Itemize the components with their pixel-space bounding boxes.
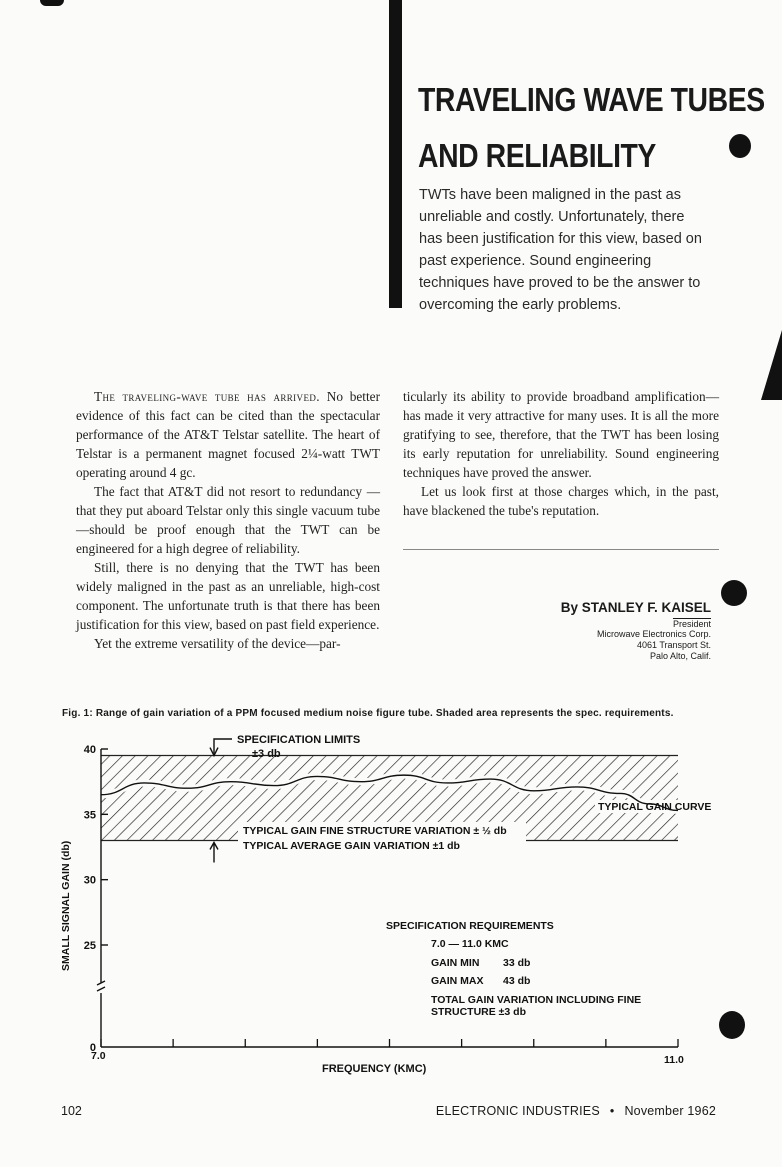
paragraph: Still, there is no denying that the TWT has been widely maligned in the past as an unreliable, high-cost component. The unfortunate truth is that there has been justification for this view, based on past field experience. xyxy=(76,560,380,632)
article-title-line2: AND RELIABILITY xyxy=(418,137,656,174)
paragraph: Yet the extreme versatility of the device—par- xyxy=(94,636,341,651)
lead-in: The traveling-wave tube has arrived. xyxy=(94,389,320,404)
article-deck: TWTs have been maligned in the past as unreliable and costly. Unfortunately, there has been justification for this view, based on past experience. Sound engineering techniques have proved to be the answer to overcoming the early problems. xyxy=(419,187,702,313)
y-tick-label: 25 xyxy=(83,940,96,952)
publication-footer xyxy=(436,1104,716,1118)
paragraph: Let us look first at those charges which, in the past, have blackened the tube's reputation. xyxy=(403,484,719,518)
author-street: 4061 Transport St. xyxy=(636,640,711,650)
requirements-heading: SPECIFICATION REQUIREMENTS xyxy=(386,920,554,932)
y-tick-label: 35 xyxy=(83,809,96,822)
paragraph xyxy=(76,387,380,482)
total-variation-line2: STRUCTURE ±3 db xyxy=(431,1006,527,1018)
publication-date: November 1962 xyxy=(624,1104,716,1118)
total-variation-line1: TOTAL GAIN VARIATION INCLUDING FINE xyxy=(431,994,642,1006)
spec-limits-label: SPECIFICATION LIMITS xyxy=(237,734,361,746)
byline xyxy=(561,600,711,662)
spec-limits-value: ±3 db xyxy=(252,748,281,760)
y-tick-label: 30 xyxy=(83,874,96,887)
page-number: 102 xyxy=(61,1104,82,1118)
paragraph: ticularly its ability to provide broadband amplification—has made it very attractive for many uses. It is all the more gratifying to see, therefore, that the TWT has been losing its early reputation for unreliability. Sound engineering techniques have proved the answer. xyxy=(403,389,719,480)
article-title xyxy=(418,72,765,184)
footer-separator: • xyxy=(609,1104,615,1118)
author-name: By STANLEY F. KAISEL xyxy=(560,600,711,615)
gain-max-label: GAIN MAX xyxy=(431,975,484,987)
gain-chart xyxy=(0,725,782,1085)
scan-speck xyxy=(40,0,64,6)
typical-gain-curve-label: TYPICAL GAIN CURVE xyxy=(598,801,712,813)
x-tick-label: 11.0 xyxy=(664,1054,684,1066)
author-title: President xyxy=(672,619,711,629)
average-variation-label: TYPICAL AVERAGE GAIN VARIATION ±1 db xyxy=(243,840,460,852)
article-title-line1: TRAVELING WAVE TUBES xyxy=(418,81,765,118)
y-axis-label: SMALL SIGNAL GAIN (db) xyxy=(60,840,72,971)
paragraph: The fact that AT&T did not resort to redundancy —that they put aboard Telstar only this single vacuum tube—should be proof enough that the TWT can be engineered for a high degree of reliability. xyxy=(76,484,380,556)
requirements-range: 7.0 — 11.0 KMC xyxy=(431,938,509,950)
gain-max-value: 43 db xyxy=(503,975,531,987)
article-column-right xyxy=(403,387,719,520)
gain-min-value: 33 db xyxy=(503,957,531,969)
title-accent-bar xyxy=(389,0,402,308)
scan-speck xyxy=(729,134,751,158)
article-column-left xyxy=(76,387,380,653)
scan-speck xyxy=(721,580,747,606)
author-city: Palo Alto, Calif. xyxy=(649,651,711,661)
spec-limit-arrow-bottom xyxy=(210,842,218,862)
y-axis-break xyxy=(97,981,105,991)
publication-name: ELECTRONIC INDUSTRIES xyxy=(435,1104,600,1118)
figure-caption: Fig. 1: Range of gain variation of a PPM focused medium noise figure tube. Shaded area represents the spec. requirements. xyxy=(62,708,674,719)
paragraph-text: No better evidence of this fact can be cited than the spectacular performance of the AT&T Telstar satellite. The heart of Telstar is a permanent magnet focused 2¼-watt TWT operating around 4 gc. xyxy=(76,389,381,480)
fine-structure-label: TYPICAL GAIN FINE STRUCTURE VARIATION ± ½ db xyxy=(243,825,507,837)
y-tick-label: 0 xyxy=(89,1042,96,1054)
y-tick-label: 40 xyxy=(83,744,96,756)
column-rule xyxy=(403,549,719,550)
author-company: Microwave Electronics Corp. xyxy=(596,629,711,639)
scan-edge-mark xyxy=(761,330,782,400)
x-axis-label: FREQUENCY (KMC) xyxy=(322,1063,427,1075)
gain-min-label: GAIN MIN xyxy=(431,957,480,969)
x-tick-label: 7.0 xyxy=(91,1050,106,1062)
